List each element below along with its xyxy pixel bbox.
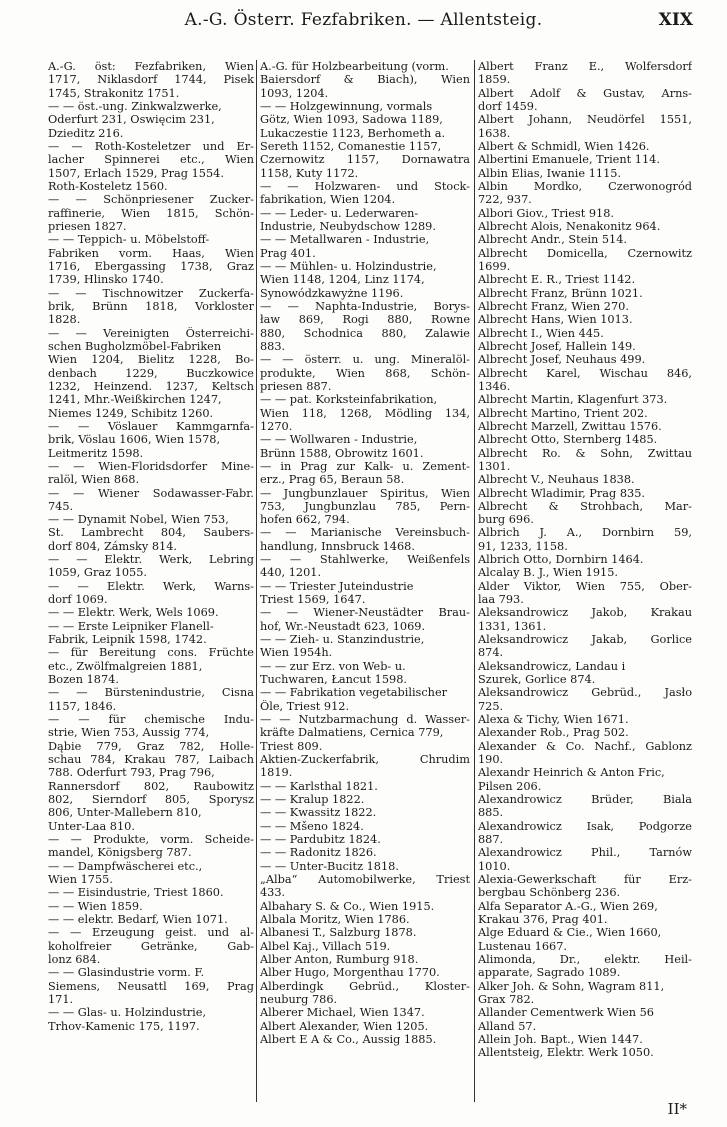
index-entry-line: Oderfurt 231, Oswięcim 231, [48,113,215,127]
index-entry-line: Albert E A & Co., Aussig 1885. [260,1032,437,1046]
index-entry-line: — — Fabrikation vegetabilischer [260,686,448,700]
index-entry-line: burg 696. [478,513,534,527]
index-entry-line: 1828. [48,313,81,327]
index-entry-line: bergbau Schönberg 236. [478,886,621,900]
index-entry-line: raffinerie, Wien 1815, Schön- [48,206,254,220]
index-entry-line: Albrich J. A., Dornbirn 59, [478,526,692,540]
index-entry-line: — — Elektr. Werk, Wels 1069. [48,606,219,620]
index-entry-line: — für Bereitung cons. Früchte [48,646,254,660]
index-entry-line: 1716, Ebergassing 1738, Graz [48,259,254,273]
index-entry-line: Albala Moritz, Wien 1786. [260,913,410,926]
index-entry-line: hofen 662, 794. [260,513,350,527]
index-entry-line: 887. [478,833,504,847]
index-entry-line: Alge Eduard & Cie., Wien 1660, [478,926,662,940]
index-entry-line: etc., Zwölfmalgreien 1881, [48,659,203,673]
index-entry-line: — — Wien-Floridsdorfer Mine- [48,459,254,473]
index-entry-line: neuburg 786. [260,992,338,1006]
index-entry-line: St. Lambrecht 804, Saubers- [48,526,254,540]
index-entry-line: — — Radonitz 1826. [260,846,377,860]
index-entry-line: — — Naphta-Industrie, Borys- [260,299,470,313]
index-entry-line: Albrecht V., Neuhaus 1838. [478,473,635,487]
index-entry-line: — — Stahlwerke, Weißenfels [260,553,470,567]
index-entry-line: — — Teppich- u. Möbelstoff- [48,233,210,247]
index-entry-line: fabrikation, Wien 1204. [260,193,396,207]
index-entry-line: — — Leder- u. Lederwaren- [260,206,419,220]
column-divider [256,60,257,1102]
index-entry-line: 885. [478,806,504,820]
index-entry-line: — — Marianische Vereinsbuch- [260,526,470,540]
index-entry-line: 91, 1233, 1158. [478,539,568,553]
index-entry-line: Albel Kaj., Villach 519. [260,939,391,953]
index-entry-line: Götz, Wien 1093, Sadowa 1189, [260,113,443,127]
index-entry-line: Lukaczestie 1123, Berhometh a. [260,126,446,140]
page-number: XIX [658,10,693,30]
index-entry-line: 722, 937. [478,193,532,207]
index-entry-line: — — für chemische Indu- [48,713,254,727]
index-entry-line: Unter-Laa 810. [48,819,135,833]
index-entry-line: denbach 1229, Buczkowice [48,366,254,380]
index-entry-line: — — Erzeugung geist. und al- [48,926,254,940]
index-entry-line: Krakau 376, Prag 401. [478,913,608,926]
index-entry-line: Albrecht & Strohbach, Mar- [478,499,692,513]
index-entry-line: Albrecht Alois, Nenakonitz 964. [478,219,661,233]
index-entry-line: Trhov-Kamenic 175, 1197. [48,1019,200,1033]
index-entry-line: — — Unter-Bucitz 1818. [260,859,399,873]
index-entry-line: 1301. [478,459,511,473]
index-entry-line: Albertini Emanuele, Trient 114. [478,153,660,167]
index-entry-line: mandel, Königsberg 787. [48,846,192,860]
index-entry-line: 1241, Mhr.-Weißkirchen 1247, [48,393,222,407]
index-entry-line: dorf 1459. [478,99,538,113]
column-divider [474,60,475,1102]
index-entry-line: Albrecht Franz, Brünn 1021. [478,286,643,300]
index-entry-line: — — Glas- u. Holzindustrie, [48,1006,207,1020]
index-entry-line: Fabriken vorm. Haas, Wien [48,246,254,260]
index-entry-line: 171. [48,992,74,1006]
index-entry-line: 440, 1201. [260,566,322,580]
index-entry-line: priesen 1827. [48,219,127,233]
index-entry-line: 874. [478,646,504,660]
index-entry-line: Tuchwaren, Łancut 1598. [260,673,408,687]
index-entry-line: Wien 1755. [48,873,113,887]
index-entry-line: 1745, Strakonitz 1751. [48,86,180,100]
index-entry-line: Alcalay B. J., Wien 1915. [478,566,618,580]
index-entry-line: 1270. [260,419,293,433]
index-entry-line: — — Karlsthal 1821. [260,779,378,793]
index-entry-line: — — Glasindustrie vorm. F. [48,966,205,980]
index-entry-line: 1819. [260,766,293,780]
index-entry-line: — — Elektr. Werk, Warns- [48,579,254,593]
index-entry-line: Albert Franz E., Wolfersdorf [478,60,692,73]
index-entry-line: Allander Cementwerk Wien 56 [478,1006,654,1020]
index-entry-line: Albrecht Franz, Wien 270. [478,299,629,313]
page-header [0,0,727,40]
index-entry-line: handlung, Innsbruck 1468. [260,539,415,553]
index-entry-line: Roth-Kosteletz 1560. [48,179,168,193]
index-entry-line: Albrich Otto, Dornbirn 1464. [478,553,644,567]
index-entry-line: Szurek, Gorlice 874. [478,673,596,687]
index-entry-line: Albrecht Andr., Stein 514. [478,233,628,247]
index-entry-line: Albert Adolf & Gustav, Arns- [478,86,692,100]
index-entry-line: Alberdingk Gebrüd., Kloster- [260,979,470,993]
index-entry-line: Alfa Separator A.-G., Wien 269, [478,899,658,913]
index-entry-line: Albrecht Hans, Wien 1013. [478,313,633,327]
index-entry-line: — — Holzgewinnung, vormals [260,99,433,113]
index-entry-line: — — Vereinigten Österreichi- [48,326,254,340]
index-entry-line: laa 793. [478,593,524,607]
index-entry-line: Sereth 1152, Comanestie 1157, [260,139,442,153]
index-entry-line: A.-G. für Holzbearbeitung (vorm. [260,60,449,73]
index-entry-line: — — Wien 1859. [48,899,143,913]
index-entry-line: Albert Alexander, Wien 1205. [260,1019,429,1033]
index-entry-line: — — Mühlen- u. Holzindustrie, [260,259,437,273]
index-entry-line: 1059, Graz 1055. [48,566,147,580]
index-entry-line: koholfreier Getränke, Gab- [48,939,254,953]
index-entry-line: — — Zieh- u. Stanzindustrie, [260,633,425,647]
index-entry-line: Albin Elias, Iwanie 1115. [478,166,622,180]
index-column-2 [260,60,470,1046]
index-entry-line: Allein Joh. Bapt., Wien 1447. [478,1032,643,1046]
index-entry-line: 1638. [478,126,511,140]
index-entry-line: — — Kralup 1822. [260,793,365,807]
index-entry-line: Niemes 1249, Schibitz 1260. [48,406,214,420]
index-entry-line: Albrecht Otto, Sternberg 1485. [478,433,658,447]
index-entry-line: Siemens, Neusattl 169, Prag [48,979,254,993]
index-entry-line: Albert & Schmidl, Wien 1426. [478,139,650,153]
index-entry-line: — — Wollwaren - Industrie, [260,433,418,447]
index-entry-line: — in Prag zur Kalk- u. Zement- [260,459,470,473]
index-entry-line: lacher Spinnerei etc., Wien [48,153,254,167]
index-entry-line: Aleksandrowicz Gebrüd., Jasło [478,686,692,700]
index-entry-line: Alber Anton, Rumburg 918. [260,952,419,966]
index-entry-line: — — elektr. Bedarf, Wien 1071. [48,913,228,926]
index-column-3 [478,60,692,1060]
index-entry-line: Albanesi T., Salzburg 1878. [260,926,417,940]
index-entry-line: 1717, Niklasdorf 1744, Pisek [48,73,254,87]
index-entry-line: Albrecht Josef, Neuhaus 499. [478,353,646,367]
index-entry-line: Wien 1204, Bielitz 1228, Bo- [48,353,254,367]
index-entry-line: — — Produkte, vorm. Scheide- [48,833,254,847]
index-entry-line: dorf 804, Zámsky 814. [48,539,178,553]
index-entry-line: — — Metallwaren - Industrie, [260,233,430,247]
index-entry-line: A.-G. öst: Fezfabriken, Wien [48,60,254,73]
index-entry-line: — — Elektr. Werk, Lebring [48,553,254,567]
index-entry-line: Aleksandrowicz Jakab, Gorlice [478,633,692,647]
index-entry-line: Alexandrowicz Brüder, Biala [478,793,692,807]
index-entry-line: Albin Mordko, Czerwonogród [478,179,692,193]
index-entry-line: Alexander & Co. Nachf., Gablonz [478,739,692,753]
index-entry-line: Alexia-Gewerkschaft für Erz- [478,873,692,887]
index-entry-line: — — zur Erz. von Web- u. [260,659,406,673]
index-entry-line: 190. [478,753,504,767]
index-column-1 [48,60,254,1033]
index-entry-line: Grax 782. [478,992,535,1006]
index-entry-line: Alland 57. [478,1019,537,1033]
index-entry-line: — — Mšeno 1824. [260,819,364,833]
index-entry-line: Albrecht E. R., Triest 1142. [478,273,636,287]
index-entry-line: 1507, Erlach 1529, Prag 1554. [48,166,224,180]
index-entry-line: Industrie, Neubydschow 1289. [260,219,436,233]
index-entry-line: 1346. [478,379,511,393]
index-entry-line: — — Vöslauer Kammgarnfa- [48,419,254,433]
index-entry-line: — — Kwassitz 1822. [260,806,377,820]
index-entry-line: Alimonda, Dr., elektr. Heil- [478,952,692,966]
index-entry-line: — — Triester Juteindustrie [260,579,414,593]
index-entry-line: — — Tischnowitzer Zuckerfa- [48,286,254,300]
index-entry-line: 753, Jungbunzlau 785, Pern- [260,499,470,513]
index-entry-line: Albrecht Martin, Klagenfurt 373. [478,393,668,407]
index-entry-line: Czernowitz 1157, Dornawatra [260,153,470,167]
index-entry-line: Alexandrowicz Phil., Tarnów [478,846,692,860]
index-entry-line: — — Dynamit Nobel, Wien 753, [48,513,229,527]
index-entry-line: Aktien-Zuckerfabrik, Chrudim [260,753,470,767]
index-entry-line: Aleksandrowicz Jakob, Krakau [478,606,692,620]
index-entry-line: dorf 1069. [48,593,108,607]
index-entry-line: schau 784, Krakau 787, Laibach [48,753,254,767]
index-entry-line: Pilsen 206. [478,779,542,793]
index-entry-line: Synowódzkawyżne 1196. [260,286,404,300]
index-entry-line: Wien 1954h. [260,646,333,660]
index-entry-line: Aleksandrowicz, Landau i [478,659,626,673]
index-entry-line: 433. [260,886,286,900]
index-entry-line: erz., Prag 65, Beraun 58. [260,473,405,487]
signature-mark: II* [667,1100,687,1118]
index-entry-line: 1232, Heinzend. 1237, Keltsch [48,379,254,393]
index-entry-line: „Alba“ Automobilwerke, Triest [260,873,470,887]
index-entry-line: Baiersdorf & Biach), Wien [260,73,470,87]
index-entry-line: Lustenau 1667. [478,939,568,953]
index-entry-line: Alber Hugo, Morgenthau 1770. [260,966,440,980]
index-entry-line: Alker Joh. & Sohn, Wagram 811, [478,979,665,993]
index-entry-line: Albert Johann, Neudörfel 1551, [478,113,692,127]
index-entry-line: Wien 118, 1268, Mödling 134, [260,406,470,420]
index-entry-line: Prag 401. [260,246,316,260]
index-entry-line: Triest 1569, 1647. [260,593,366,607]
index-entry-line: 880, Schodnica 880, Zalawie [260,326,470,340]
index-entry-line: 883. [260,339,286,353]
index-entry-line: 1739, Hlinsko 1740. [48,273,164,287]
index-entry-line: kräfte Dalmatiens, Cernica 779, [260,726,444,740]
index-entry-line: Albrecht I., Wien 445. [478,326,604,340]
index-entry-line: — Jungbunzlauer Spiritus, Wien [260,486,470,500]
index-entry-line: apparate, Sagrado 1089. [478,966,621,980]
index-entry-line: Albrecht Domicella, Czernowitz [478,246,692,260]
index-entry-line: — — Eisindustrie, Triest 1860. [48,886,224,900]
index-entry-line: 1859. [478,73,511,87]
index-entry-line: — — öst.-ung. Zinkwalzwerke, [48,99,222,113]
index-entry-line: 725. [478,699,504,713]
index-entry-line: Dąbie 779, Graz 782, Holle- [48,739,254,753]
index-entry-line: brik, Vöslau 1606, Wien 1578, [48,433,221,447]
index-entry-line: — — Dampfwäscherei etc., [48,859,203,873]
index-entry-line: Öle, Triest 912. [260,699,350,713]
index-entry-line: Alexa & Tichy, Wien 1671. [478,713,629,727]
index-entry-line: — — pat. Korksteinfabrikation, [260,393,438,407]
index-entry-line: Triest 809. [260,739,323,753]
index-entry-line: 1699. [478,259,511,273]
index-entry-line: Alberer Michael, Wien 1347. [260,1006,425,1020]
index-entry-line: Alexandr Heinrich & Anton Fric, [478,766,665,780]
index-entry-line: 1331, 1361. [478,619,547,633]
index-entry-line: — — Erste Leipniker Flanell- [48,619,214,633]
index-entry-line: — — Bürstenindustrie, Cisna [48,686,254,700]
index-entry-line: ław 869, Rogi 880, Rowne [260,313,470,327]
index-entry-line: Albrecht Karel, Wischau 846, [478,366,692,380]
index-entry-line: Albrecht Martino, Trient 202. [478,406,648,420]
index-entry-line: Albori Giov., Triest 918. [478,206,614,220]
index-entry-line: — — Roth-Kosteletzer und Er- [48,139,254,153]
index-entry-line: Alexander Rob., Prag 502. [478,726,629,740]
index-entry-line: Bozen 1874. [48,673,119,687]
index-entry-line: Albrecht Ro. & Sohn, Zwittau [478,446,692,460]
index-entry-line: Alexandrowicz Isak, Podgorze [478,819,692,833]
index-entry-line: 788. Oderfurt 793, Prag 796, [48,766,215,780]
index-entry-line: Albrecht Marzell, Zwittau 1576. [478,419,662,433]
index-entry-line: — — Holzwaren- und Stock- [260,179,470,193]
index-entry-line: — — österr. u. ung. Mineralöl- [260,353,470,367]
index-entry-line: lonz 684. [48,952,101,966]
index-entry-line: Albrecht Josef, Hallein 149. [478,339,636,353]
running-title: A.-G. Österr. Fezfabriken. — Allentsteig. [184,10,543,30]
index-entry-line: — — Wiener-Neustädter Brau- [260,606,470,620]
index-entry-line: — — Nutzbarmachung d. Wasser- [260,713,470,727]
index-entry-line: Allentsteig, Elektr. Werk 1050. [478,1046,654,1060]
index-entry-line: Wien 1148, 1204, Linz 1174, [260,273,425,287]
index-entry-line: 802, Sierndorf 805, Sporysz [48,793,254,807]
index-entry-line: 806, Unter-Mallebern 810, [48,806,202,820]
index-entry-line: — — Pardubitz 1824. [260,833,381,847]
index-entry-line: Alder Viktor, Wien 755, Ober- [478,579,692,593]
index-entry-line: Dzieditz 216. [48,126,124,140]
index-entry-line: — — Wiener Sodawasser-Fabr. [48,486,254,500]
index-entry-line: 745. [48,499,74,513]
index-entry-line: 1157, 1846. [48,699,117,713]
index-entry-line: — — Schönpriesener Zucker- [48,193,254,207]
index-entry-line: ralöl, Wien 868. [48,473,140,487]
index-entry-line: Brünn 1588, Obrowitz 1601. [260,446,424,460]
index-entry-line: Albrecht Wladimir, Prag 835. [478,486,646,500]
index-entry-line: priesen 887. [260,379,332,393]
index-entry-line: 1010. [478,859,511,873]
index-entry-line: hof, Wr.-Neustadt 623, 1069. [260,619,426,633]
index-entry-line: Fabrik, Leipnik 1598, 1742. [48,633,207,647]
index-entry-line: Albahary S. & Co., Wien 1915. [260,899,435,913]
index-entry-line: Rannersdorf 802, Raubowitz [48,779,254,793]
index-entry-line: brik, Brünn 1818, Vorkloster [48,299,254,313]
index-entry-line: schen Bugholzmöbel-Fabriken [48,339,222,353]
index-entry-line: Leitmeritz 1598. [48,446,144,460]
index-entry-line: 1158, Kuty 1172. [260,166,359,180]
index-entry-line: strie, Wien 753, Aussig 774, [48,726,210,740]
index-entry-line: produkte, Wien 868, Schön- [260,366,470,380]
index-entry-line: 1093, 1204. [260,86,329,100]
